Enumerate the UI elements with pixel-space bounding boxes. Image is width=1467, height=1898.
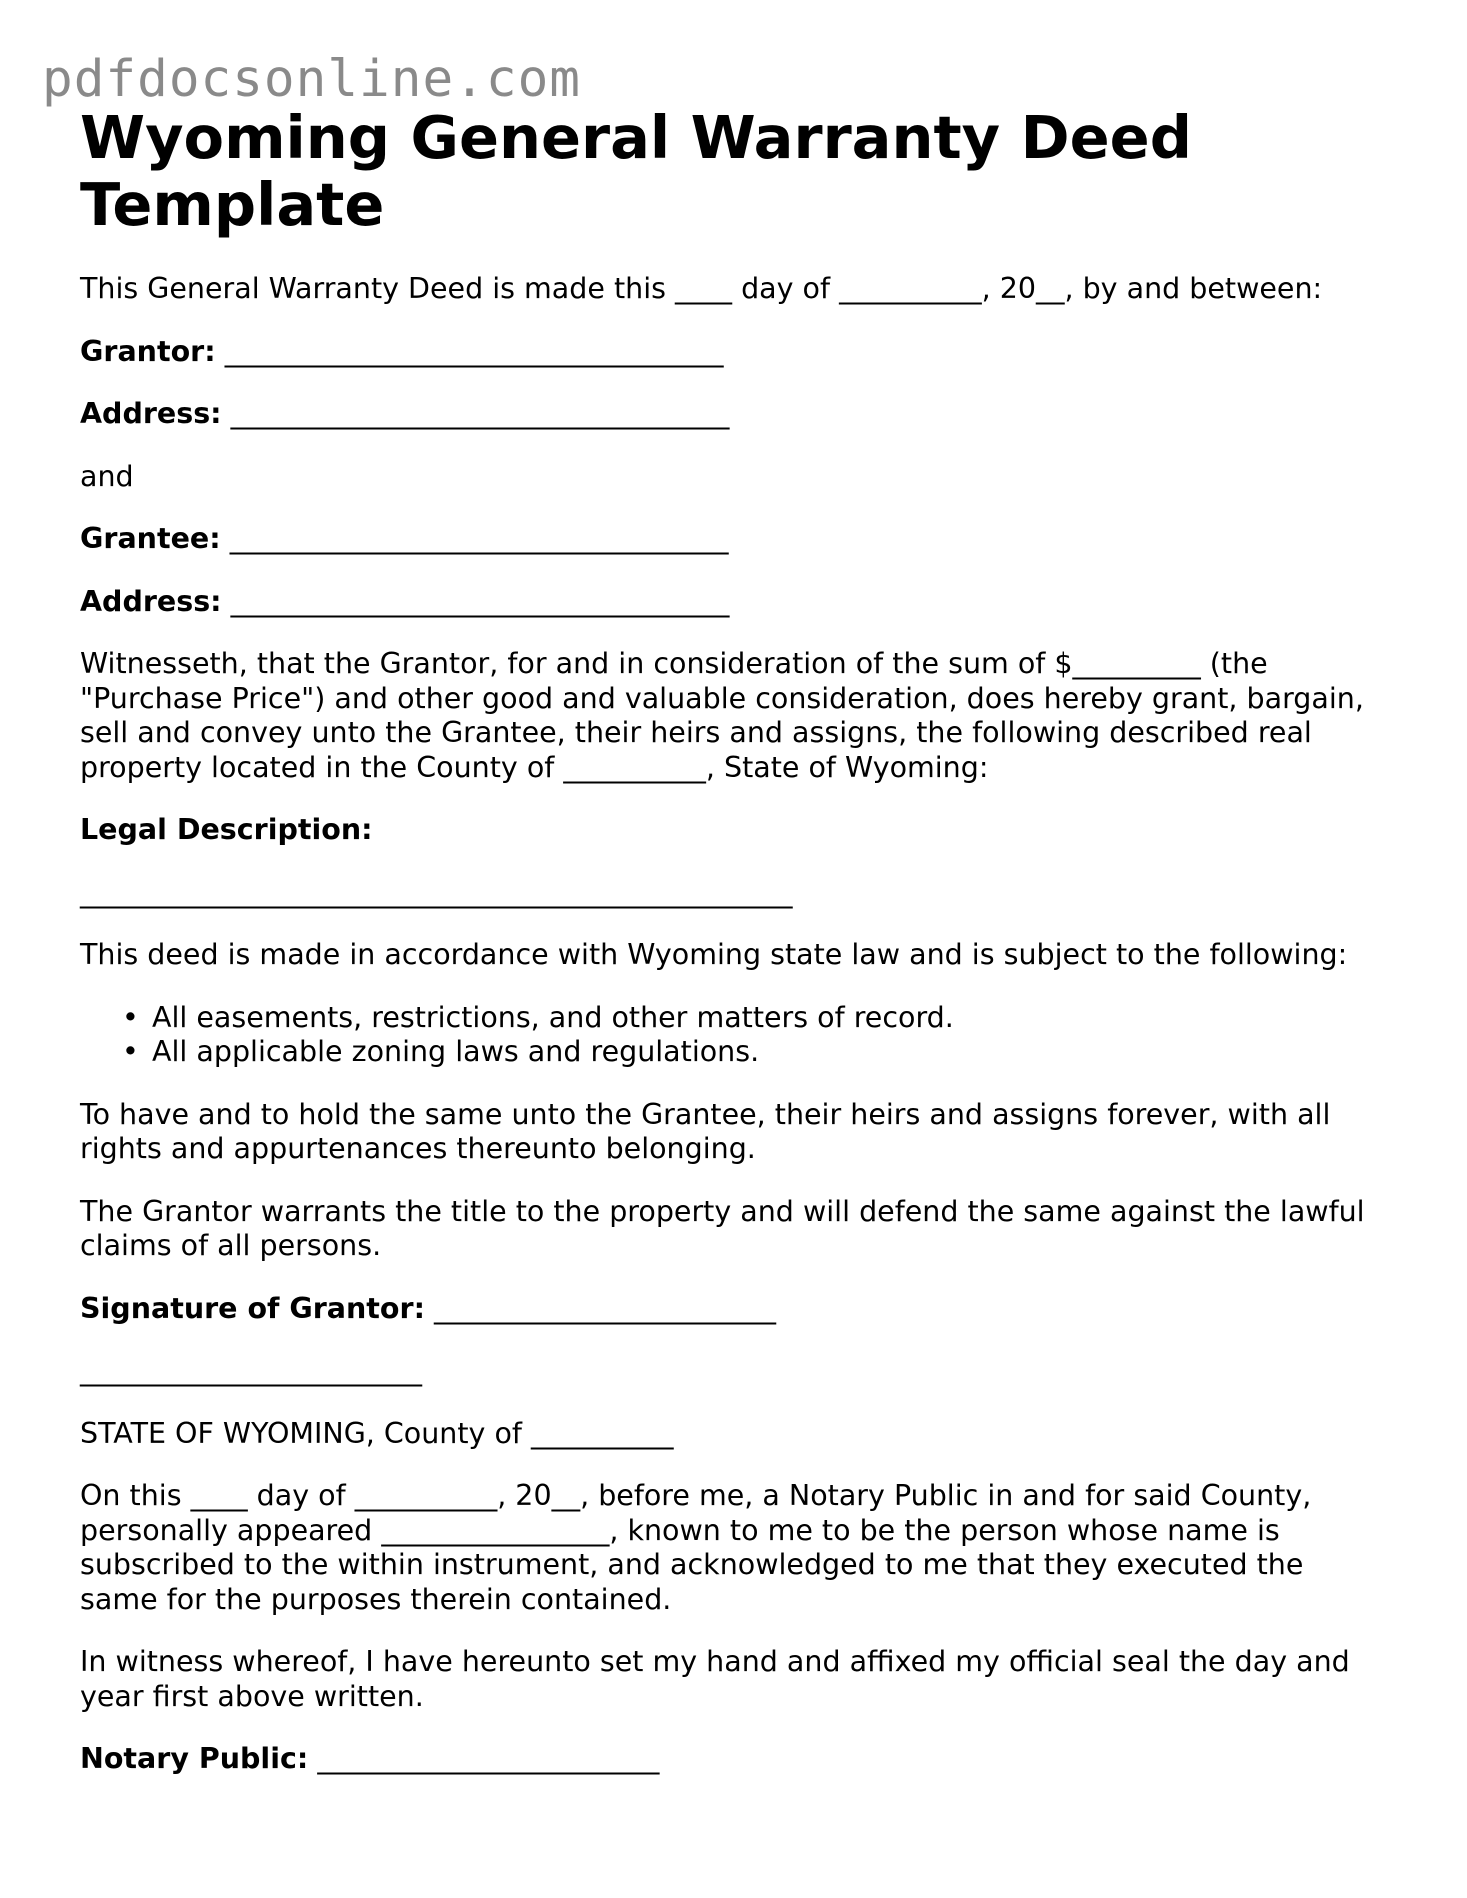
- grantor-label: Grantor:: [80, 334, 216, 368]
- document: [80, 104, 1400, 1777]
- signature-label: Signature of Grantor:: [80, 1291, 425, 1325]
- subject-paragraph: This deed is made in accordance with Wyoming state law and is subject to the following:: [80, 938, 1348, 971]
- watermark: pdfdocsonline.com: [42, 50, 581, 109]
- legal-description-label-text: Legal Description:: [80, 813, 373, 846]
- acknowledgment-line: subscribed to the within instrument, and acknowledged to me that they executed the: [80, 1548, 1304, 1581]
- notary-public-blank: ________________________: [317, 1742, 660, 1775]
- list-item: • All applicable zoning laws and regulations.: [152, 1035, 1400, 1070]
- habendum-paragraph: [80, 1098, 1400, 1167]
- witnesseth-line: property located in the County of __________, State of Wyoming:: [80, 750, 989, 784]
- notary-public-label: Notary Public:: [80, 1742, 309, 1775]
- list-item: • All easements, restrictions, and other matters of record.: [152, 1001, 1400, 1036]
- habendum-line: rights and appurtenances thereunto belonging.: [80, 1132, 756, 1165]
- witnesseth-line: sell and convey unto the Grantee, their heirs and assigns, the following described real: [80, 716, 1312, 749]
- document-title: Wyoming General Warranty Deed Template: [80, 103, 1192, 239]
- signature-extra-blank: ________________________: [80, 1354, 422, 1387]
- witnesseth-line: "Purchase Price") and other good and valuable consideration, does hereby grant, bargain,: [80, 681, 1364, 715]
- grantor-blank: ___________________________________: [224, 334, 724, 368]
- grantee-blank: ___________________________________: [229, 522, 729, 555]
- intro-paragraph: This General Warranty Deed is made this ____ day of __________, 20__, by and between:: [80, 272, 1323, 305]
- witness-whereof-line: year first above written.: [80, 1679, 424, 1713]
- grantor-address-blank: ___________________________________: [230, 397, 730, 430]
- warranty-paragraph: [80, 1195, 1400, 1264]
- grantor-address-field: [80, 397, 1400, 432]
- notary-state-line: STATE OF WYOMING, County of __________: [80, 1416, 674, 1450]
- grantor-field: [80, 335, 1400, 370]
- grantee-field: [80, 522, 1400, 557]
- grantee-address-blank: ___________________________________: [230, 584, 730, 618]
- legal-description-label: [80, 813, 1400, 848]
- witnesseth-line: Witnesseth, that the Grantor, for and in consideration of the sum of $_________ (the: [80, 647, 1268, 680]
- grantee-label: Grantee:: [80, 522, 221, 555]
- subject-list: [80, 1001, 1400, 1070]
- grantee-address-field: [80, 585, 1400, 620]
- acknowledgment-line: personally appeared ________________, known to me to be the person whose name is: [80, 1513, 1280, 1547]
- grantee-address-label: Address:: [80, 584, 222, 618]
- habendum-line: To have and to hold the same unto the Grantee, their heirs and assigns forever, with all: [80, 1097, 1331, 1131]
- warranty-line: claims of all persons.: [80, 1229, 382, 1262]
- legal-description-blank: __________________________________________________: [80, 875, 793, 909]
- notary-public-field: [80, 1742, 1400, 1777]
- witness-whereof-paragraph: [80, 1645, 1400, 1714]
- acknowledgment-paragraph: [80, 1479, 1400, 1617]
- acknowledgment-line: same for the purposes therein contained.: [80, 1582, 672, 1616]
- acknowledgment-line: On this ____ day of __________, 20__, before me, a Notary Public in and for said County,: [80, 1479, 1312, 1512]
- warranty-line: The Grantor warrants the title to the property and will defend the same against the lawful: [80, 1194, 1365, 1228]
- and-text: and: [80, 459, 134, 493]
- grantor-address-label: Address:: [80, 397, 222, 430]
- signature-blank: ________________________: [434, 1291, 777, 1325]
- witnesseth-paragraph: [80, 647, 1400, 785]
- witness-whereof-line: In witness whereof, I have hereunto set my hand and affixed my official seal the day and: [80, 1645, 1350, 1678]
- signature-field: [80, 1292, 1400, 1327]
